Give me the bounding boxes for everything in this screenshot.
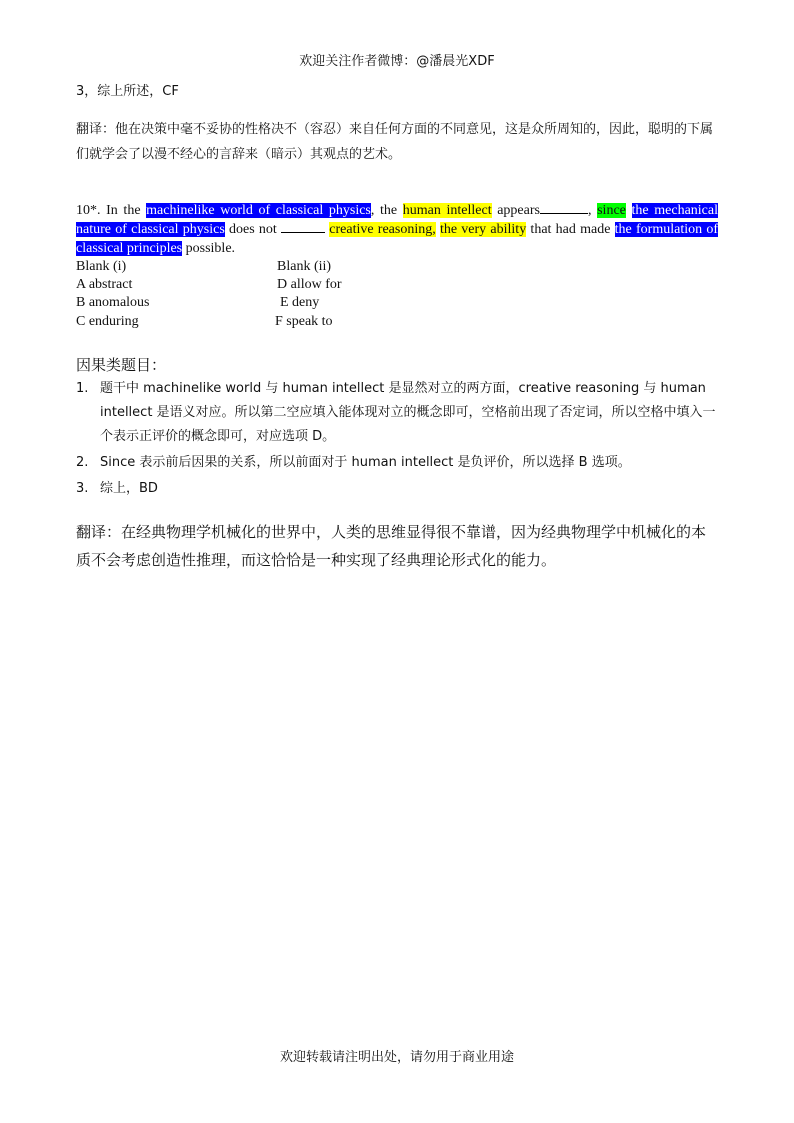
highlight-machinelike-world: machinelike world of classical physics <box>146 203 371 218</box>
list-text: Since 表示前后因果的关系，所以前面对于 human intellect 是负评价，所以选择 B 选项。 <box>100 455 631 470</box>
analysis-title: 因果类题目： <box>76 356 167 374</box>
list-text: 题干中 machinelike world 与 human intellect 是显然对立的两方面，creative reasoning 与 human intellect 是语义对应。所以第二空应填入能体现对立的概念即可，空格前出现了否定词，所以空格中填入一个表示正评价的概念即可，对应选项 D。 <box>100 381 716 444</box>
highlight-mechanical-nature: the mechanical nature of classical physics <box>76 203 718 237</box>
question-segment: , the <box>370 203 403 218</box>
blank-i <box>540 201 588 214</box>
page-footer: 欢迎转载请注明出处，请勿用于商业用途 <box>279 1050 514 1065</box>
highlight-creative-reasoning: creative reasoning, <box>329 222 436 237</box>
list-item <box>76 377 718 449</box>
translation: 翻译：在经典物理学机械化的世界中，人类的思维显得很不靠谱，因为经典物理学中机械化的本质不会考虑创造性推理，而这恰恰是一种实现了经典理论形式化的能力。 <box>76 523 707 569</box>
list-item <box>76 477 718 501</box>
previous-conclusion: 3，综上所述，CF <box>76 84 179 99</box>
highlight-formulation: the formulation of classical principles <box>76 222 719 256</box>
blank-ii <box>281 220 325 233</box>
option-b: B anomalous <box>76 295 150 310</box>
list-number: 2. <box>76 455 89 470</box>
question-number-and-intro: 10*. In the <box>76 203 147 218</box>
previous-translation: 翻译：他在决策中毫不妥协的性格决不（容忍）来自任何方面的不同意见，这是众所周知的，因此，聪明的下属们就学会了以漫不经心的言辞来（暗示）其观点的艺术。 <box>76 122 714 162</box>
option-d: D allow for <box>277 277 342 292</box>
list-text: 综上，BD <box>100 481 158 496</box>
question-segment <box>626 203 632 218</box>
question-segment: does not <box>224 222 282 237</box>
blank-i-label: Blank (i) <box>76 259 127 274</box>
analysis-list <box>76 377 718 503</box>
question-segment: possible. <box>182 241 236 256</box>
list-number: 1. <box>76 381 89 396</box>
question-segment: that had made <box>526 222 615 237</box>
highlight-since: since <box>597 203 626 218</box>
question-segment: appears <box>491 203 540 218</box>
option-e: E deny <box>280 295 320 310</box>
list-number: 3. <box>76 481 89 496</box>
option-a: A abstract <box>76 277 133 292</box>
question-text <box>76 201 718 258</box>
option-f: F speak to <box>275 314 333 329</box>
option-c: C enduring <box>76 314 139 329</box>
highlight-human-intellect: human intellect <box>402 203 492 218</box>
blank-ii-label: Blank (ii) <box>277 259 332 274</box>
page-header: 欢迎关注作者微博：@潘晨光XDF <box>299 54 495 69</box>
highlight-very-ability: the very ability <box>439 222 527 237</box>
question-segment: , <box>587 203 598 218</box>
list-item <box>76 451 718 475</box>
